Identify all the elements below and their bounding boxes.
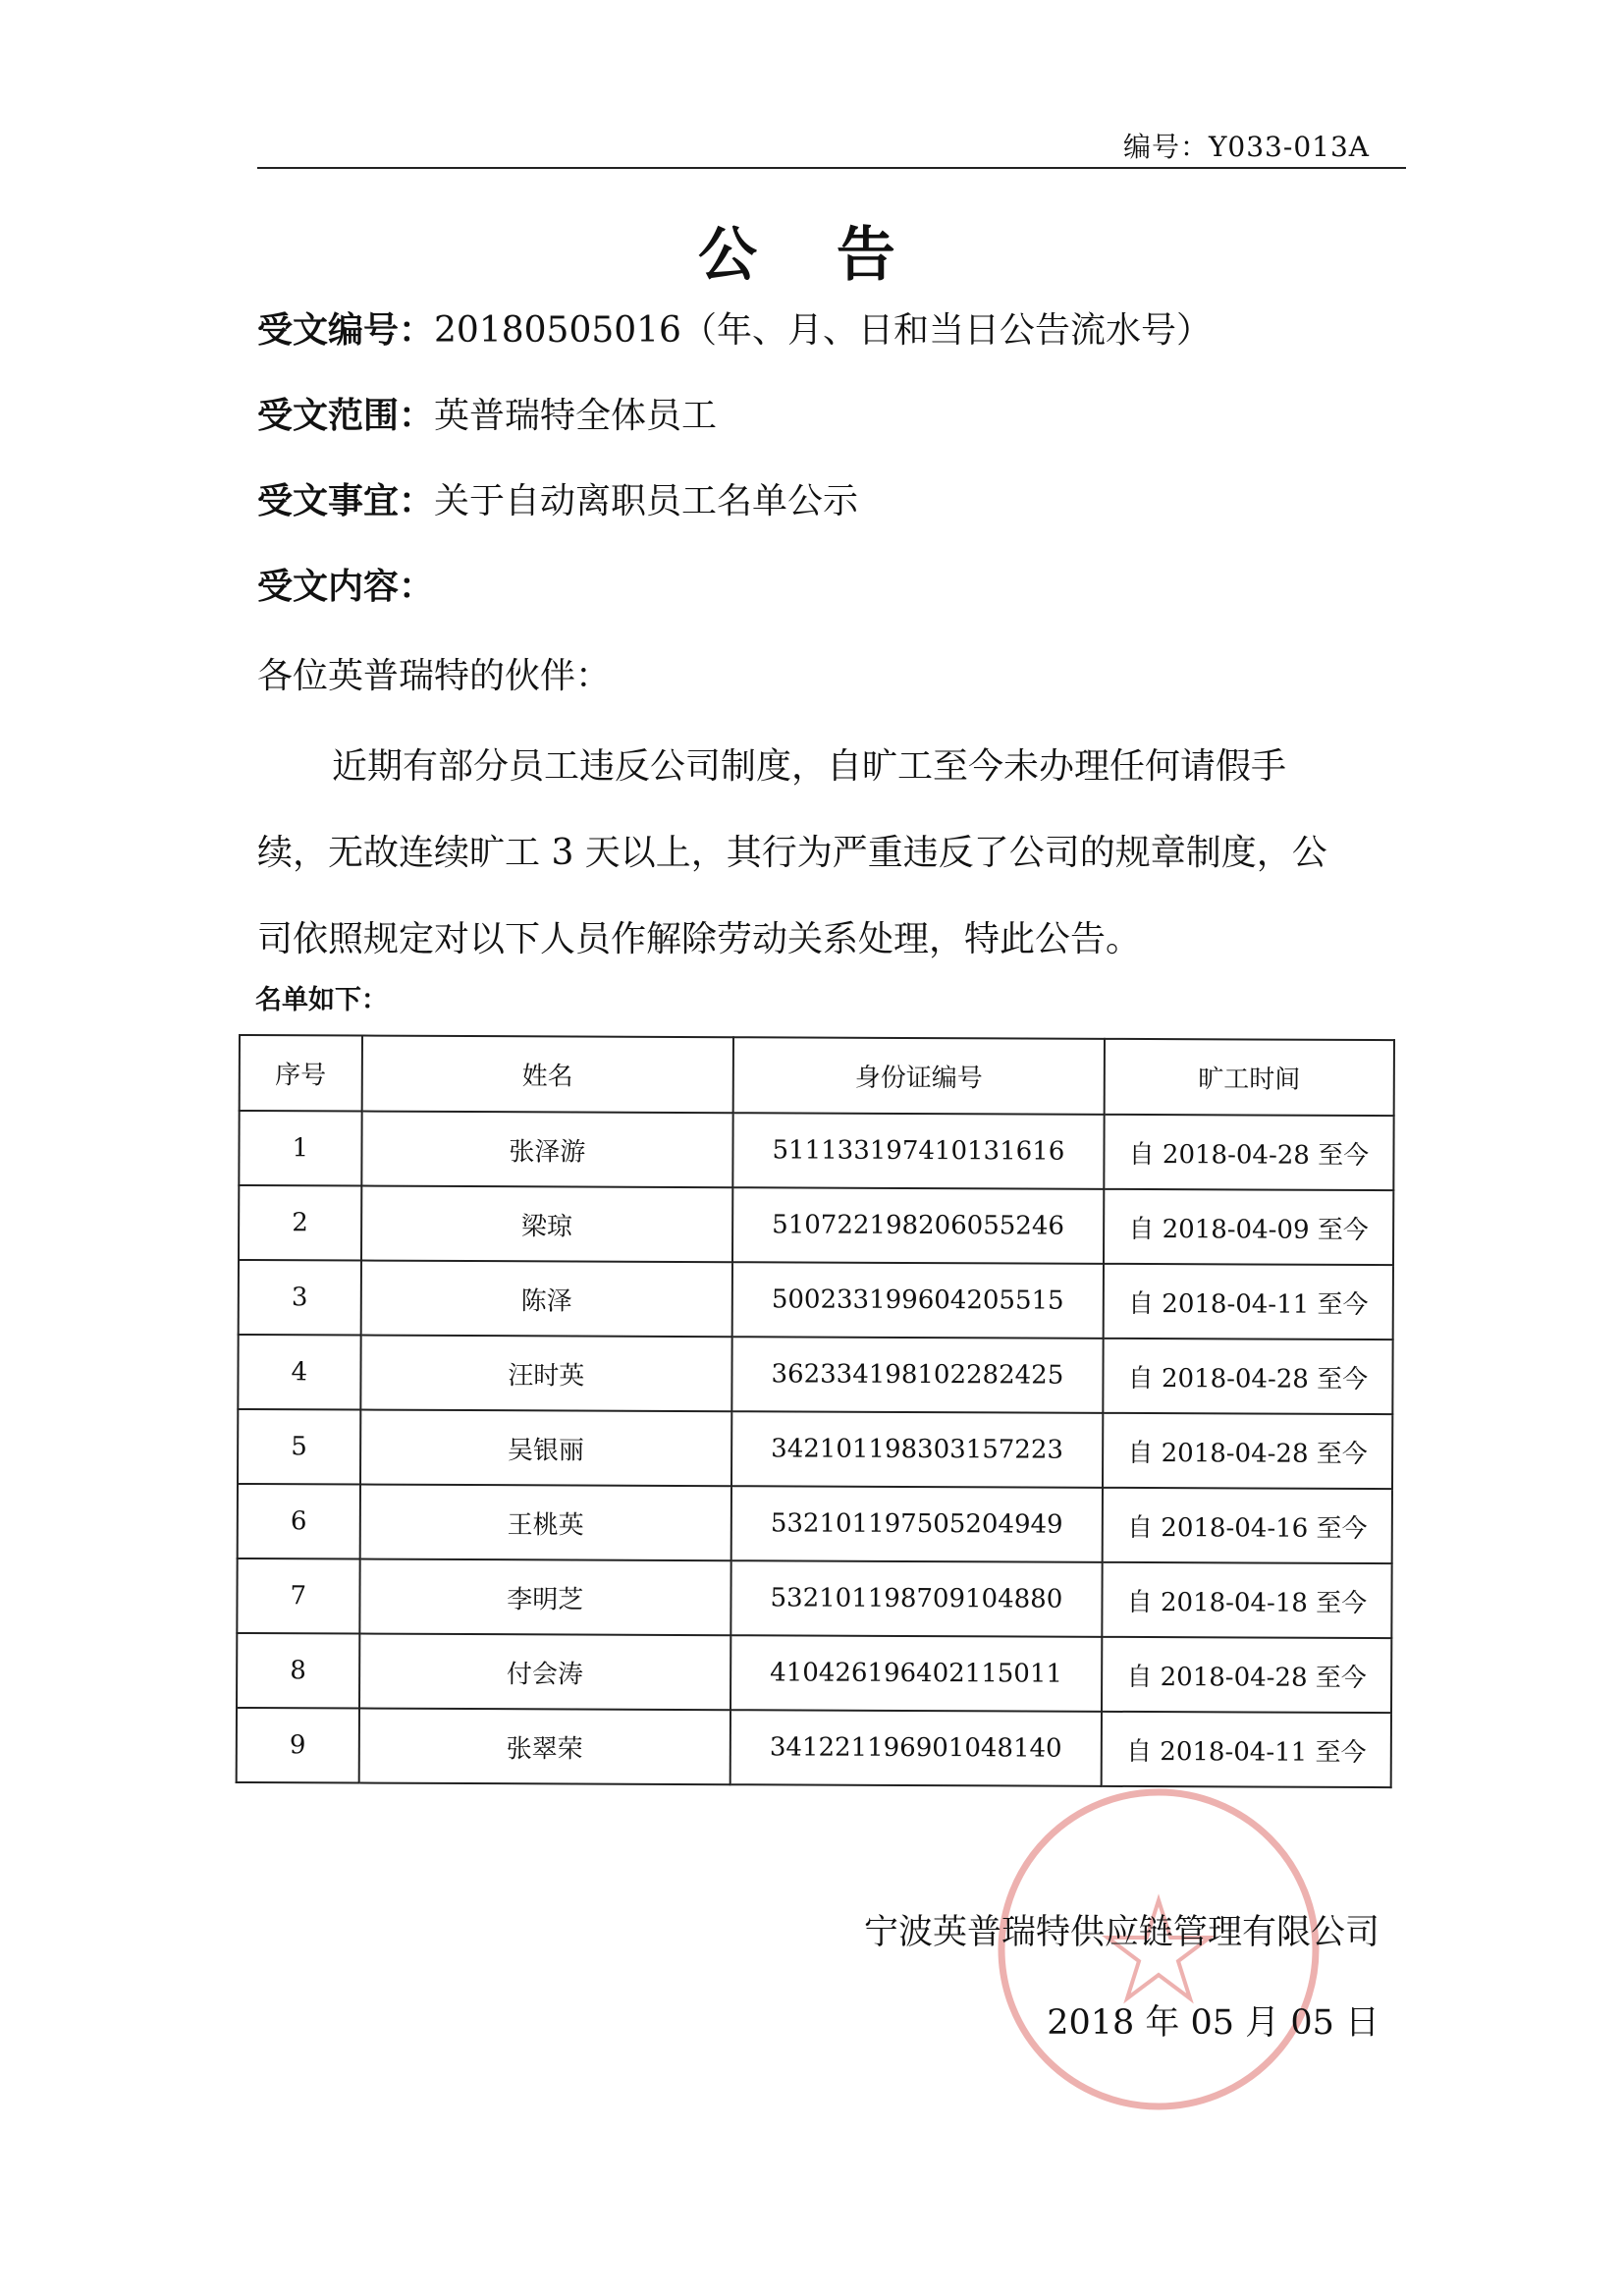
cell-seq: 5 (238, 1409, 360, 1485)
table-row (238, 1335, 1392, 1414)
cell-absence: 自 2018-04-28 至今 (1103, 1339, 1392, 1414)
body-line: 续，无故连续旷工 3 天以上，其行为严重违反了公司的规章制度，公 (257, 833, 1327, 873)
cell-seq: 7 (237, 1558, 359, 1634)
body-line: 司依照规定对以下人员作解除劳动关系处理，特此公告。 (257, 919, 1142, 959)
field-label: 受文编号： (257, 309, 435, 351)
cell-name: 吴银丽 (360, 1410, 732, 1487)
table-row (237, 1558, 1391, 1638)
cell-id: 410426196402115011 (730, 1635, 1102, 1712)
cell-id: 532101197505204949 (731, 1486, 1103, 1562)
field-value: 关于自动离职员工名单公示 (434, 481, 859, 521)
field-label: 受文范围： (257, 395, 435, 436)
table-row (237, 1633, 1391, 1713)
cell-name: 陈泽 (360, 1261, 732, 1338)
field-subject (257, 473, 858, 523)
table-row (239, 1260, 1393, 1339)
cell-absence: 自 2018-04-28 至今 (1103, 1413, 1392, 1489)
field-doc-id (257, 302, 1212, 353)
column-header-absence: 旷工时间 (1105, 1039, 1394, 1116)
employee-table (236, 1034, 1395, 1788)
company-name: 宁波英普瑞特供应链管理有限公司 (863, 1913, 1380, 1952)
cell-id: 362334198102282425 (731, 1337, 1103, 1413)
field-scope (257, 388, 717, 438)
cell-absence: 自 2018-04-11 至今 (1104, 1264, 1393, 1339)
column-header-name: 姓名 (361, 1036, 733, 1114)
signature-date: 2018 年 05 月 05 日 (1047, 2003, 1380, 2043)
cell-name: 李明芝 (359, 1559, 731, 1636)
cell-absence: 自 2018-04-16 至今 (1103, 1488, 1392, 1563)
table-row (238, 1484, 1392, 1563)
cell-name: 王桃英 (359, 1485, 731, 1561)
table-row (239, 1111, 1393, 1190)
greeting: 各位英普瑞特的伙伴： (257, 656, 612, 696)
cell-seq: 8 (237, 1633, 359, 1709)
table-row (237, 1708, 1391, 1787)
column-header-id: 身份证编号 (733, 1037, 1105, 1115)
body-line: 近期有部分员工违反公司制度，自旷工至今未办理任何请假手 (332, 746, 1287, 787)
cell-seq: 4 (238, 1335, 360, 1410)
table-row (238, 1409, 1392, 1489)
header-rule (257, 167, 1406, 169)
list-caption: 名单如下： (255, 985, 388, 1015)
cell-seq: 1 (239, 1111, 361, 1186)
cell-id: 510722198206055246 (732, 1187, 1104, 1264)
cell-name: 张翠荣 (358, 1709, 730, 1785)
field-content (257, 559, 434, 609)
cell-absence: 自 2018-04-18 至今 (1102, 1562, 1391, 1638)
cell-seq: 2 (239, 1185, 361, 1261)
field-value: 20180505016（年、月、日和当日公告流水号） (434, 310, 1212, 351)
cell-name: 梁琼 (361, 1186, 733, 1263)
cell-seq: 6 (238, 1484, 360, 1559)
cell-id: 500233199604205515 (732, 1262, 1104, 1339)
table-row (239, 1185, 1393, 1265)
cell-seq: 3 (239, 1260, 361, 1336)
cell-name: 付会涛 (359, 1634, 731, 1711)
cell-name: 张泽游 (361, 1112, 733, 1188)
cell-id: 511133197410131616 (732, 1113, 1104, 1189)
document-number: 编号：Y033-013A (1122, 131, 1370, 163)
cell-id: 341221196901048140 (730, 1710, 1102, 1786)
column-header-seq: 序号 (240, 1035, 362, 1112)
cell-id: 532101198709104880 (730, 1560, 1102, 1637)
field-value: 英普瑞特全体员工 (434, 396, 718, 436)
table-header-row (240, 1035, 1394, 1116)
field-label: 受文事宜： (257, 480, 435, 521)
page-title: 公 告 (698, 221, 925, 290)
field-label: 受文内容： (257, 566, 435, 607)
cell-absence: 自 2018-04-11 至今 (1102, 1712, 1391, 1787)
cell-absence: 自 2018-04-28 至今 (1104, 1115, 1393, 1190)
cell-id: 342101198303157223 (731, 1411, 1103, 1488)
cell-absence: 自 2018-04-09 至今 (1104, 1189, 1393, 1265)
cell-seq: 9 (237, 1708, 359, 1783)
cell-name: 汪时英 (360, 1336, 732, 1412)
cell-absence: 自 2018-04-28 至今 (1102, 1637, 1391, 1713)
